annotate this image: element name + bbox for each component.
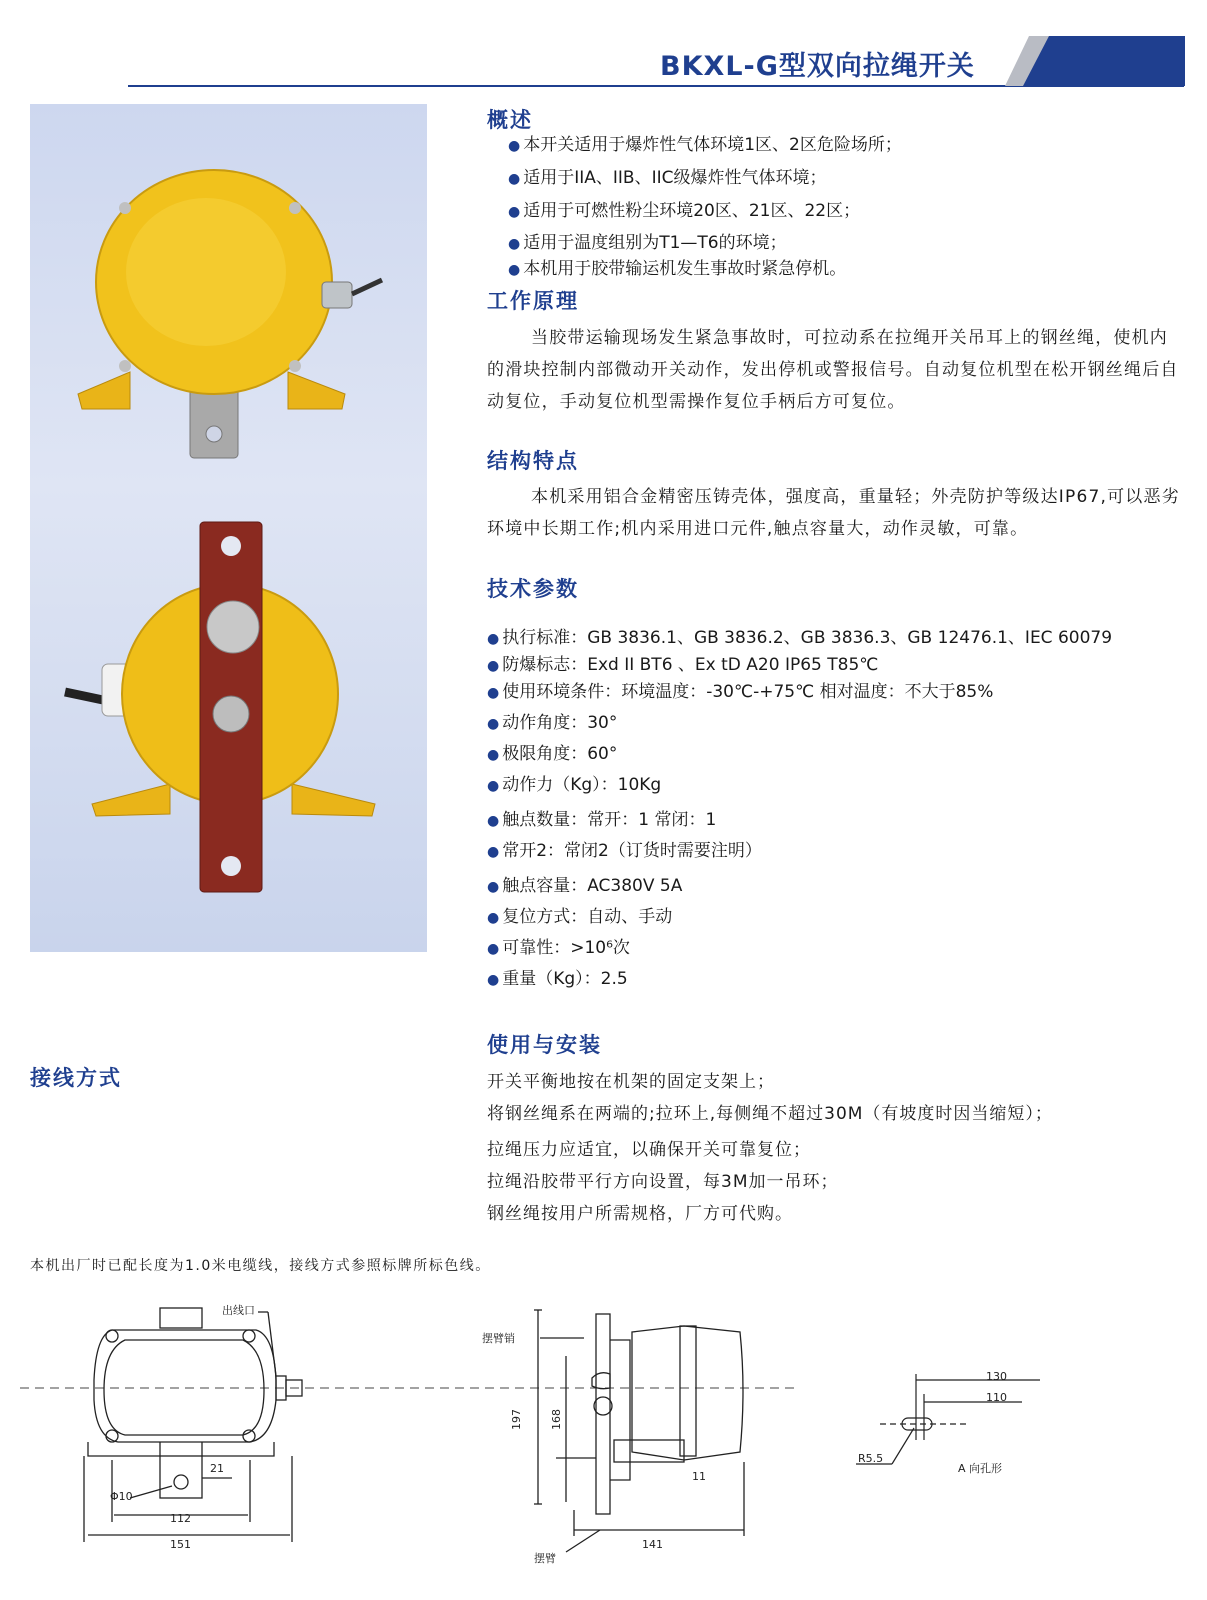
dim-168: 168 [550, 1409, 563, 1430]
specs-heading: 技术参数 [487, 577, 579, 601]
overview-item: ● 适用于温度组别为T1—T6的环境； [508, 233, 787, 253]
spec-item: ● 重量（Kg）：2.5 [487, 969, 628, 989]
hole-detail-drawing [856, 1374, 1040, 1464]
dim-r5-5: R5.5 [858, 1452, 884, 1465]
technical-drawings [0, 1290, 1207, 1590]
dim-151: 151 [170, 1538, 191, 1551]
install-item: 将钢丝绳系在两端的;拉环上,每侧绳不超过30M（有坡度时因当缩短）； [487, 1104, 1053, 1124]
page-title: BKXL-G型双向拉绳开关 [660, 51, 975, 82]
overview-item: ● 本机用于胶带输运机发生事故时紧急停机。 [508, 259, 847, 279]
install-item: 拉绳压力应适宜，以确保开关可靠复位； [487, 1140, 811, 1160]
structure-heading: 结构特点 [487, 449, 579, 473]
dim-110: 110 [986, 1391, 1007, 1404]
overview-item: ● 本开关适用于爆炸性气体环境1区、2区危险场所； [508, 135, 902, 155]
dim-197: 197 [510, 1409, 523, 1430]
install-item: 钢丝绳按用户所需规格，厂方可代购。 [487, 1204, 793, 1224]
label-arm: 摆臂 [534, 1552, 556, 1565]
spec-item: ● 执行标准：GB 3836.1、GB 3836.2、GB 3836.3、GB 12476.1、IEC 60079 [487, 628, 1113, 648]
front-view-drawing [84, 1308, 302, 1542]
header-band [1005, 36, 1185, 86]
wiring-heading: 接线方式 [30, 1066, 122, 1090]
label-outlet: 出线口 [222, 1304, 255, 1317]
overview-heading: 概述 [487, 108, 533, 132]
wiring-note: 本机出厂时已配长度为1.0米电缆线，接线方式参照标牌所标色线。 [30, 1258, 491, 1274]
spec-item: ● 常开2：常闭2（订货时需要注明） [487, 841, 762, 861]
overview-item: ● 适用于IIA、IIB、IIC级爆炸性气体环境； [508, 168, 827, 188]
spec-item: ● 动作力（Kg）：10Kg [487, 775, 662, 795]
install-item: 开关平衡地按在机架的固定支架上； [487, 1072, 775, 1092]
dim-130: 130 [986, 1370, 1007, 1383]
dim-112: 112 [170, 1512, 191, 1525]
overview-item: ● 适用于可燃性粉尘环境20区、21区、22区； [508, 201, 861, 221]
dim-21: 21 [210, 1462, 224, 1475]
spec-item: ● 动作角度：30° [487, 713, 618, 733]
install-item: 拉绳沿胶带平行方向设置，每3M加一吊环； [487, 1172, 839, 1192]
spec-item: ● 触点容量：AC380V 5A [487, 876, 683, 896]
spec-item: ● 触点数量：常开：1 常闭：1 [487, 810, 717, 830]
install-heading: 使用与安装 [487, 1033, 602, 1057]
principle-heading: 工作原理 [487, 289, 579, 313]
principle-text: 当胶带运输现场发生紧急事故时，可拉动系在拉绳开关吊耳上的钢丝绳，使机内的滑块控制内部微动开关动作，发出停机或警报信号。自动复位机型在松开钢丝绳后自动复位，手动复位机型需操作复位手柄后方可复位。 [487, 328, 1179, 412]
spec-item: ● 极限角度：60° [487, 744, 618, 764]
spec-item: ● 可靠性：>10⁶次 [487, 938, 630, 958]
structure-text: 本机采用铝合金精密压铸壳体，强度高，重量轻；外壳防护等级达IP67,可以恶劣环境中长期工作;机内采用进口元件,触点容量大，动作灵敏，可靠。 [487, 487, 1180, 539]
side-view-drawing [534, 1310, 744, 1552]
spec-item: ● 使用环境条件：环境温度：-30℃-+75℃ 相对温度：不大于85% [487, 682, 994, 702]
dim-phi10: Φ10 [110, 1490, 133, 1503]
label-arm-pin: 摆臂销 [482, 1332, 515, 1345]
product-photo [30, 104, 427, 952]
spec-item: ● 复位方式：自动、手动 [487, 907, 673, 927]
spec-item: ● 防爆标志：Exd II BT6 、Ex tD A20 IP65 T85℃ [487, 655, 879, 675]
hole-title: A 向孔形 [958, 1462, 1003, 1475]
dim-11: 11 [692, 1470, 706, 1483]
dim-141: 141 [642, 1538, 663, 1551]
